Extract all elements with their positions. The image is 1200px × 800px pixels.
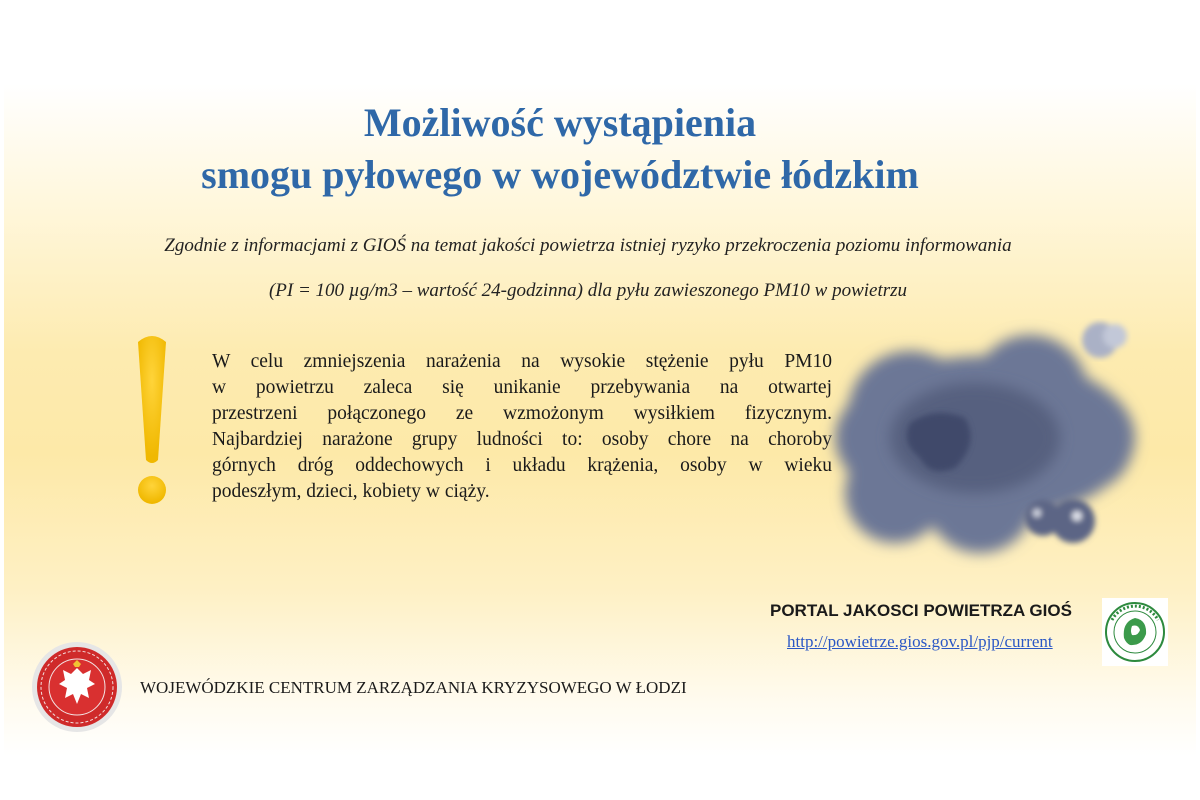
portal-link[interactable]: http://powietrze.gios.gov.pl/pjp/current (787, 632, 1053, 651)
recommendation-line: w powietrzu zaleca się unikanie przebywania na otwartej (212, 377, 832, 398)
subtitle-line-1: Zgodnie z informacjami z GIOŚ na temat jakości powietrza istniej ryzyko przekroczenia poziomu informowania (164, 235, 1012, 256)
smog-cloud-icon (815, 318, 1150, 568)
organization-name: WOJEWÓDZKIE CENTRUM ZARZĄDZANIA KRYZYSOWEGO W ŁODZI (140, 678, 687, 697)
recommendation-line: W celu zmniejszenia narażenia na wysokie stężenie pyłu PM10 (212, 351, 832, 372)
page-title-line-1: Możliwość wystąpienia (363, 100, 757, 145)
crest-icon (27, 640, 127, 734)
exclamation-icon (132, 332, 172, 512)
recommendation-line: górnych dróg oddechowych i układu krążenia, osoby w wieku (212, 455, 832, 476)
recommendation-line: Najbardziej narażone grupy ludności to: osoby chore na choroby (212, 429, 832, 450)
recommendation-line: przestrzeni połączonego ze wzmożonym wysiłkiem fizycznym. (212, 403, 832, 424)
recommendation-line: podeszłym, dzieci, kobiety w ciąży. (212, 481, 490, 502)
subtitle-line-2: (PI = 100 µg/m3 – wartość 24-godzinna) dla pyłu zawieszonego PM10 w powietrzu (268, 280, 908, 301)
page-title-line-2: smogu pyłowego w województwie łódzkim (201, 152, 919, 197)
gios-logo-icon (1102, 598, 1168, 666)
portal-title: PORTAL JAKOSCI POWIETRZA GIOŚ (770, 601, 1072, 620)
recommendation-text (212, 349, 832, 505)
